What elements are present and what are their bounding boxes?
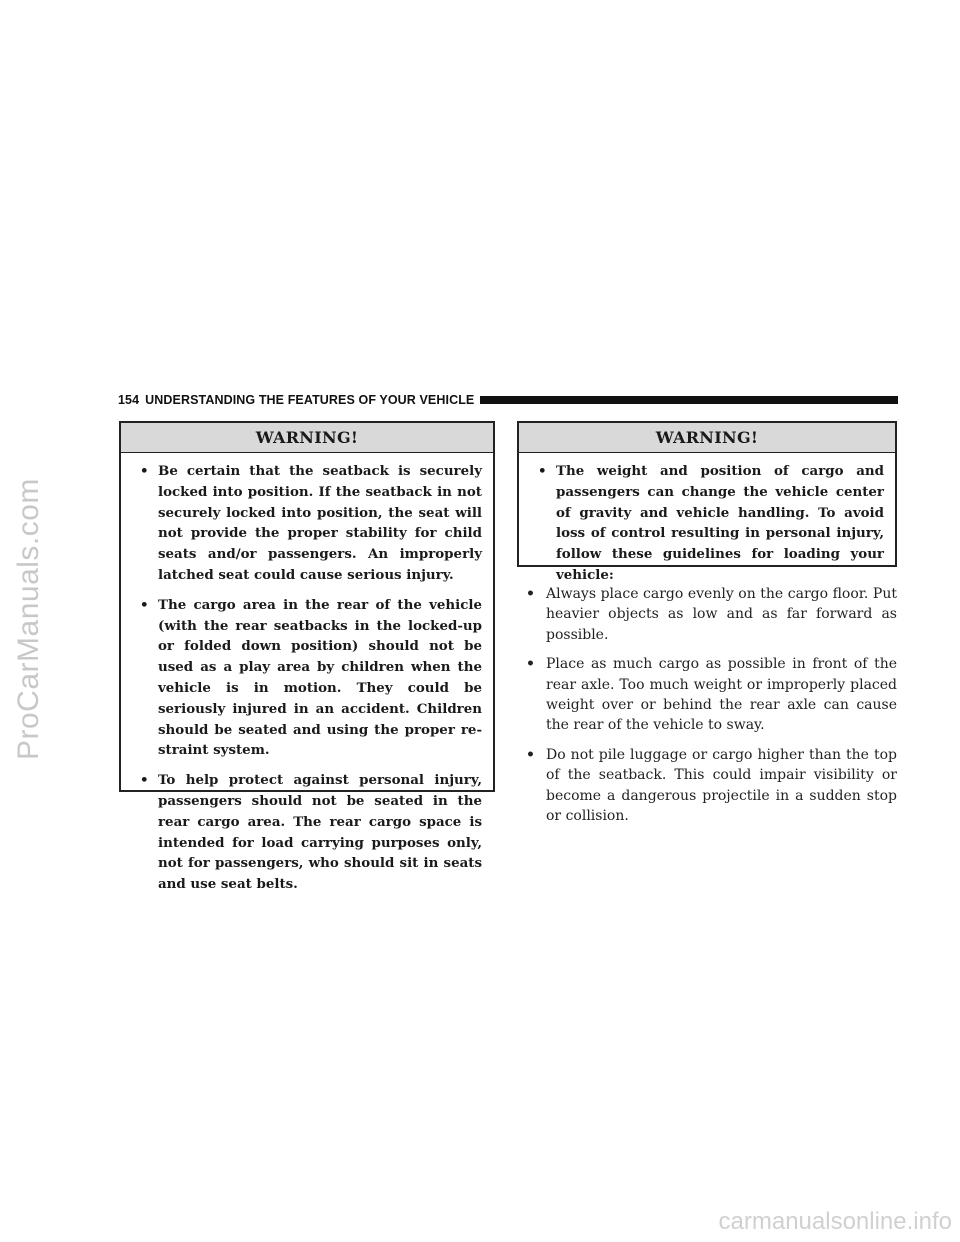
list-item (520, 745, 897, 827)
page-number: 154 (118, 393, 140, 407)
warning-item-text: The cargo area in the rear of the vehicle (with the rear seatbacks in the locked-up or folded down position) should not be used as a play area by children when the vehicle is in motion. They could be seriously injured in an accident. Children should be seated and using the proper restraint system. (158, 596, 482, 759)
bullet-icon: • (526, 656, 535, 673)
bullet-icon: • (538, 463, 547, 479)
warning-item (132, 461, 482, 586)
bullet-icon: • (140, 772, 149, 789)
bullet-icon: • (526, 586, 535, 602)
warning-box-right (517, 421, 897, 583)
warning-item (530, 461, 884, 586)
list-item-text: Do not pile luggage or cargo higher than the top of the seatback. This could impair visibility or become a dangerous projectile in a sudden stop or collision. (546, 746, 897, 825)
warning-item-text: Be certain that the seatback is securely locked into position. If the seatback in not securely locked into position, the seat will not provide the proper stability for child seats and/or passengers. An improperly latched seat could cause serious injury. (158, 463, 482, 583)
list-item (520, 584, 897, 645)
warning-item-text: The weight and position of cargo and passengers can change the vehicle center of gravity and vehicle handling. To avoid loss of control resulting in personal injury, follow these guidelines for loading your vehicle: (556, 463, 884, 583)
warning-item-text: To help protect against personal injury, passengers should not be seated in the rear cargo area. The rear cargo space is intended for load carrying purposes only, not for passengers, who should sit in seats and use seat belts. (158, 772, 482, 893)
warning-title: WARNING! (519, 423, 895, 453)
bullet-icon: • (526, 746, 535, 763)
bottom-watermark: carmanualsonline.info (718, 1208, 952, 1235)
warning-title: WARNING! (121, 423, 493, 453)
side-watermark: ProCarManuals.com (12, 478, 45, 760)
list-item-text: Always place cargo evenly on the cargo floor. Put heavier objects as low and as far forward as possible. (546, 586, 897, 643)
cargo-guidelines-list (520, 584, 897, 835)
section-title: UNDERSTANDING THE FEATURES OF YOUR VEHICLE (145, 393, 475, 407)
warning-box-left (119, 421, 495, 893)
warning-item (132, 595, 482, 761)
bullet-icon: • (140, 463, 149, 479)
page-header (118, 390, 898, 410)
warning-item (132, 770, 482, 895)
header-rule (480, 396, 898, 404)
bullet-icon: • (140, 596, 149, 613)
list-item (520, 654, 897, 736)
list-item-text: Place as much cargo as possible in front of the rear axle. Too much weight or improperly placed weight over or behind the rear axle can cause the rear of the vehicle to sway. (546, 656, 897, 734)
